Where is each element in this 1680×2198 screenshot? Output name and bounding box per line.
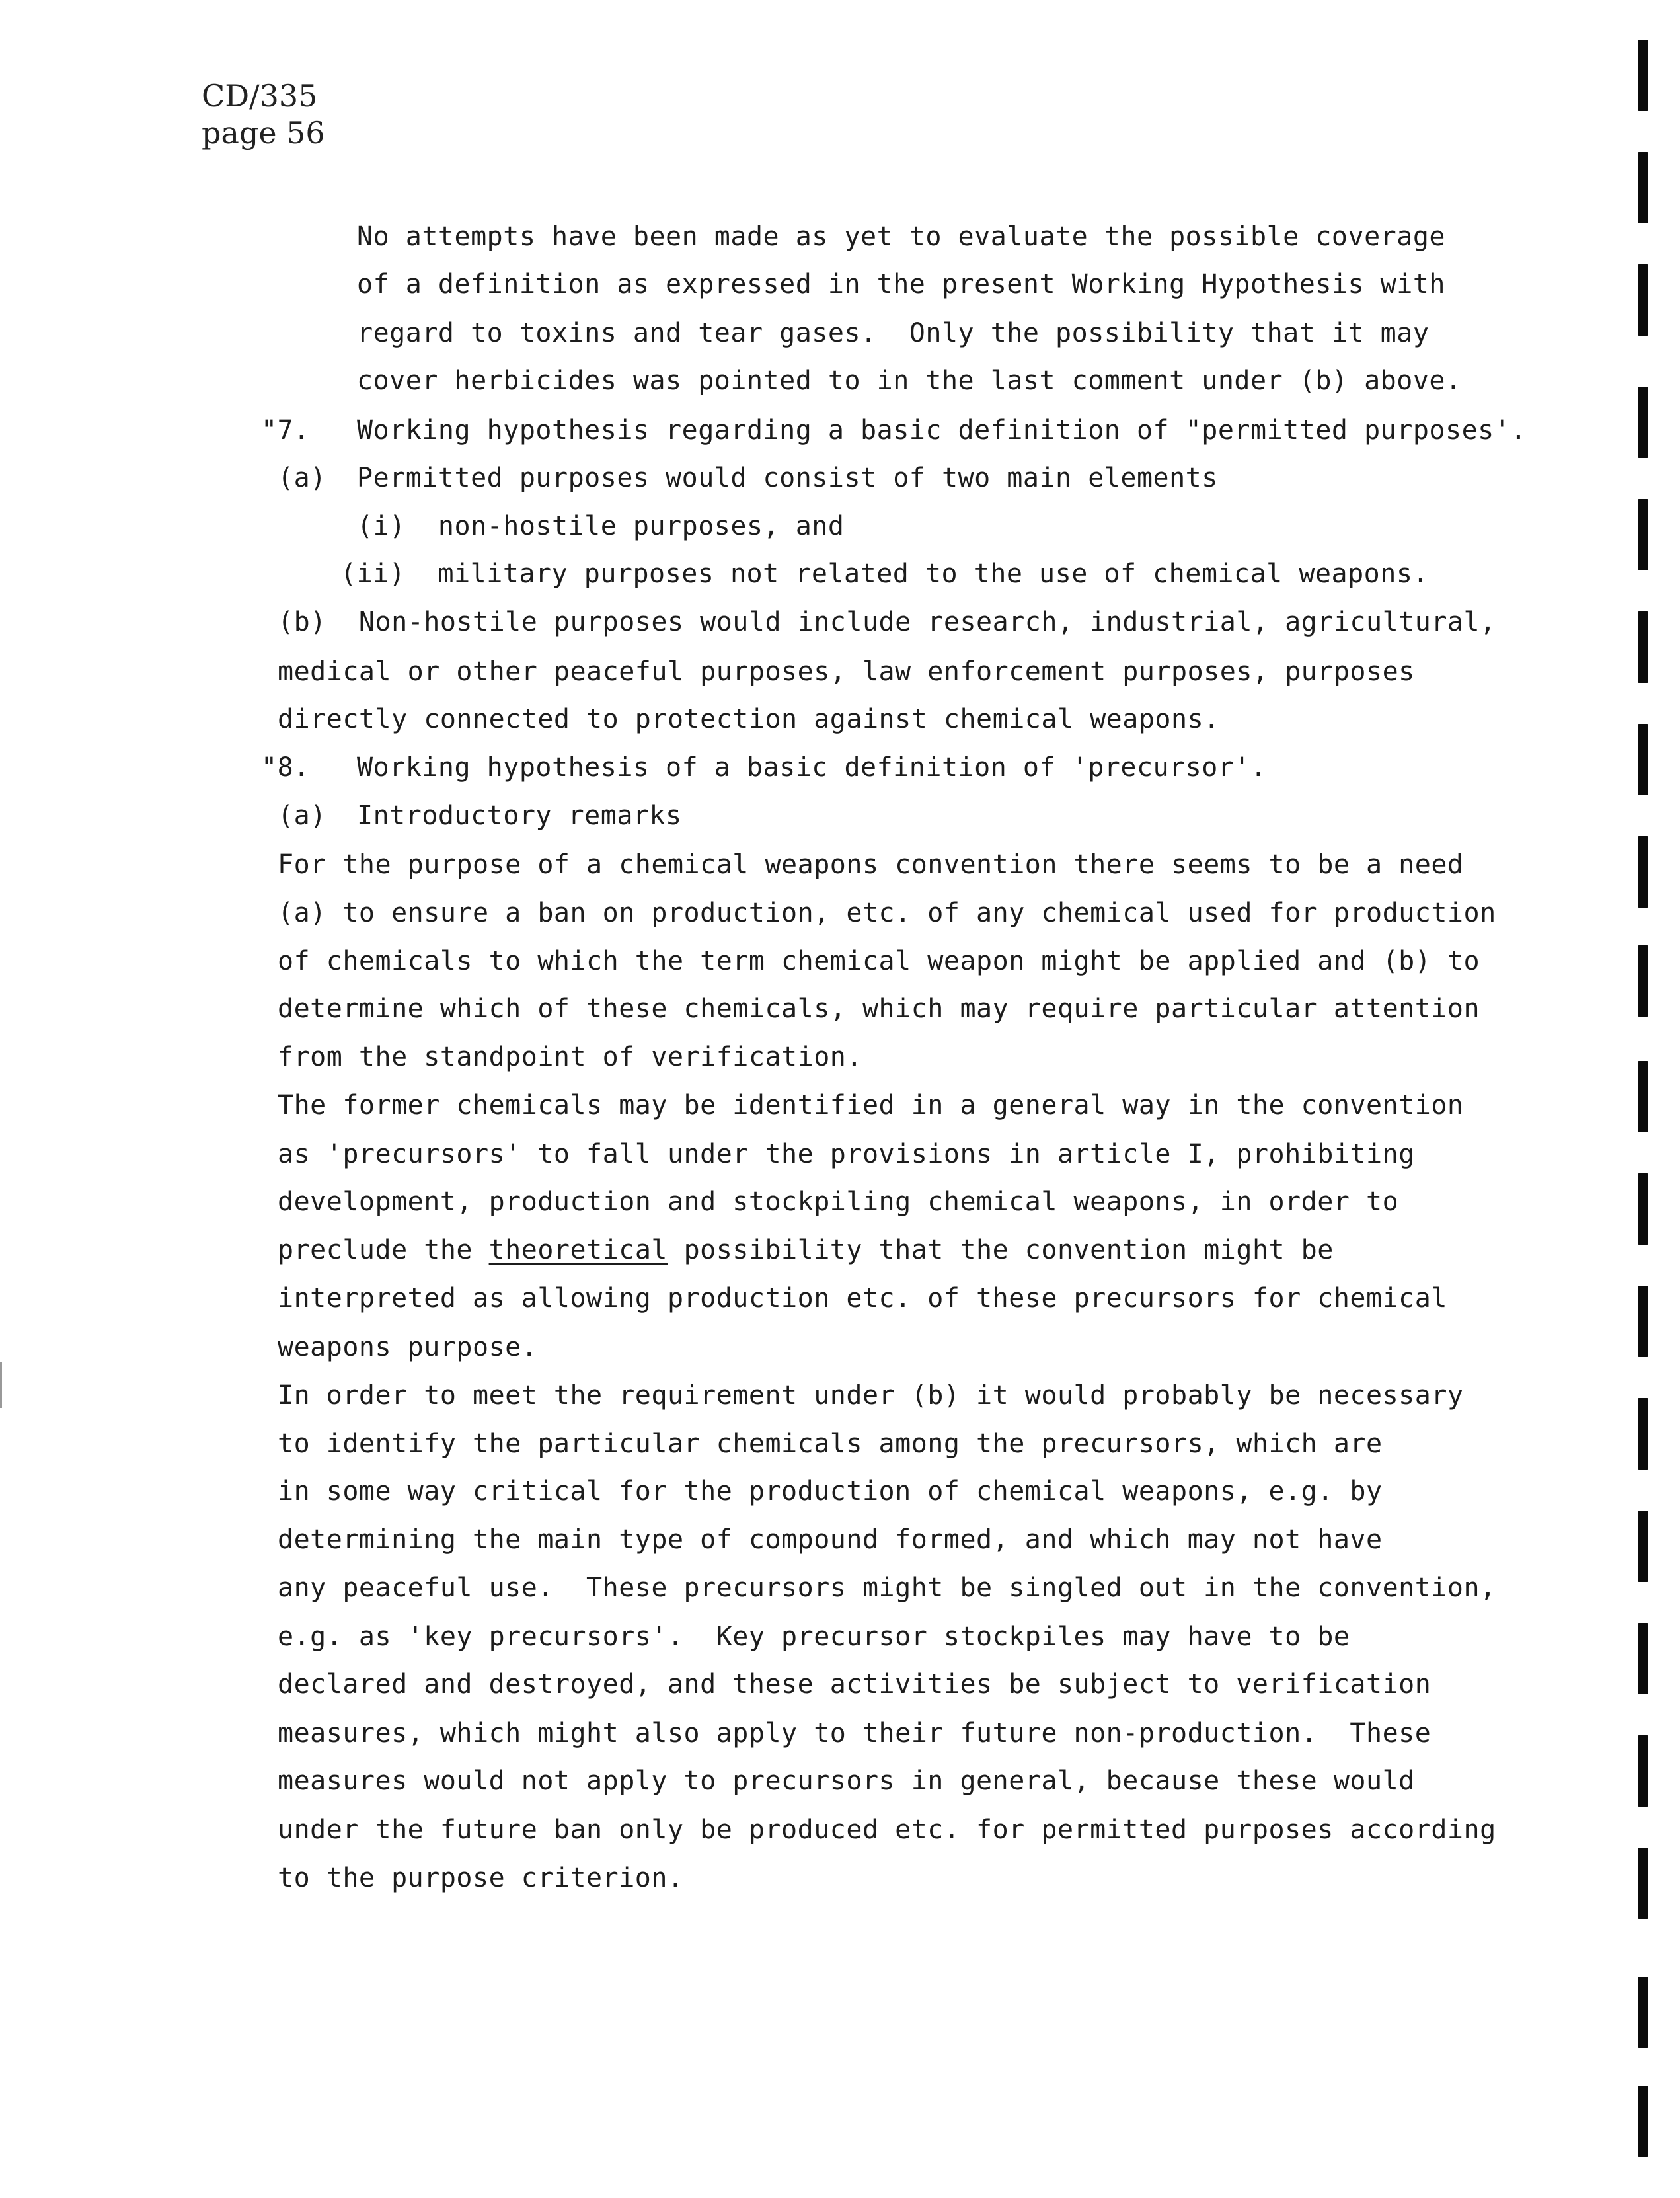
text-line: determine which of these chemicals, which may require particular attention bbox=[278, 994, 1480, 1024]
text-line: under the future ban only be produced etc. for permitted purposes according bbox=[278, 1815, 1496, 1845]
scan-mark bbox=[1638, 945, 1648, 1017]
section-number: "7. bbox=[261, 415, 310, 446]
scan-mark bbox=[1638, 2086, 1648, 2157]
page-number: page 56 bbox=[202, 115, 325, 151]
text-line: e.g. as 'key precursors'. Key precursor stockpiles may have to be bbox=[278, 1622, 1350, 1652]
text-line: Permitted purposes would consist of two main elements bbox=[357, 463, 1218, 493]
scan-mark bbox=[1638, 40, 1648, 111]
text-line: interpreted as allowing production etc. of these precursors for chemical bbox=[278, 1283, 1447, 1314]
list-item: (i) non-hostile purposes, and bbox=[357, 511, 845, 541]
text-line: measures would not apply to precursors in general, because these would bbox=[278, 1766, 1415, 1796]
text-line: weapons purpose. bbox=[278, 1332, 538, 1362]
text-line: from the standpoint of verification. bbox=[278, 1042, 862, 1072]
list-item: (ii) military purposes not related to the use of chemical weapons. bbox=[340, 559, 1429, 589]
scan-mark bbox=[1638, 499, 1648, 570]
text-line: The former chemicals may be identified in a general way in the convention bbox=[278, 1090, 1464, 1120]
text-line: No attempts have been made as yet to evaluate the possible coverage bbox=[357, 221, 1445, 252]
scan-mark bbox=[1638, 1173, 1648, 1245]
scan-mark bbox=[1638, 1735, 1648, 1807]
text-line: any peaceful use. These precursors might be singled out in the convention, bbox=[278, 1573, 1496, 1603]
scan-mark bbox=[1638, 1977, 1648, 2048]
text-line: For the purpose of a chemical weapons convention there seems to be a need bbox=[278, 849, 1464, 880]
section-heading: Working hypothesis of a basic definition of 'precursor'. bbox=[357, 752, 1267, 783]
scan-mark bbox=[1638, 152, 1648, 223]
scan-mark bbox=[1638, 1286, 1648, 1357]
text-line: of chemicals to which the term chemical weapon might be applied and (b) to bbox=[278, 946, 1480, 976]
text-line: (b) Non-hostile purposes would include research, industrial, agricultural, bbox=[278, 607, 1496, 637]
scan-edge-tick bbox=[0, 1362, 2, 1408]
text-line: measures, which might also apply to their future non-production. These bbox=[278, 1718, 1432, 1748]
underlined-word: theoretical bbox=[488, 1235, 668, 1265]
scan-mark bbox=[1638, 1511, 1648, 1582]
text-line: development, production and stockpiling chemical weapons, in order to bbox=[278, 1187, 1399, 1217]
text-line: directly connected to protection against chemical weapons. bbox=[278, 704, 1220, 734]
text-line: in some way critical for the production of chemical weapons, e.g. by bbox=[278, 1476, 1383, 1507]
scan-mark bbox=[1638, 264, 1648, 336]
scan-mark bbox=[1638, 1623, 1648, 1694]
text-span: possibility that the convention might be bbox=[667, 1235, 1334, 1265]
scan-mark bbox=[1638, 387, 1648, 458]
text-span: preclude the bbox=[278, 1235, 489, 1265]
text-line: cover herbicides was pointed to in the last comment under (b) above. bbox=[357, 366, 1462, 396]
document-reference: CD/335 bbox=[202, 78, 318, 114]
text-line: to identify the particular chemicals among the precursors, which are bbox=[278, 1429, 1383, 1459]
subheading: Introductory remarks bbox=[357, 801, 682, 831]
item-marker: (a) bbox=[278, 463, 326, 493]
text-line: as 'precursors' to fall under the provisions in article I, prohibiting bbox=[278, 1139, 1415, 1169]
scan-mark bbox=[1638, 611, 1648, 683]
item-marker: (a) bbox=[278, 801, 326, 831]
text-line: regard to toxins and tear gases. Only the possibility that it may bbox=[357, 318, 1430, 348]
scan-mark bbox=[1638, 1398, 1648, 1470]
text-line: (a) to ensure a ban on production, etc. of any chemical used for production bbox=[278, 898, 1496, 928]
text-line: declared and destroyed, and these activities be subject to verification bbox=[278, 1669, 1432, 1700]
scan-mark bbox=[1638, 724, 1648, 795]
section-number: "8. bbox=[261, 752, 310, 783]
text-line: medical or other peaceful purposes, law enforcement purposes, purposes bbox=[278, 656, 1415, 687]
scan-mark bbox=[1638, 1061, 1648, 1132]
text-line: determining the main type of compound formed, and which may not have bbox=[278, 1524, 1383, 1555]
scan-mark bbox=[1638, 1848, 1648, 1919]
text-line: to the purpose criterion. bbox=[278, 1863, 684, 1893]
text-line bbox=[278, 1233, 1334, 1267]
scan-mark bbox=[1638, 836, 1648, 908]
text-line: In order to meet the requirement under (b) it would probably be necessary bbox=[278, 1380, 1464, 1411]
section-heading: Working hypothesis regarding a basic definition of "permitted purposes'. bbox=[357, 415, 1527, 446]
text-line: of a definition as expressed in the present Working Hypothesis with bbox=[357, 269, 1445, 299]
